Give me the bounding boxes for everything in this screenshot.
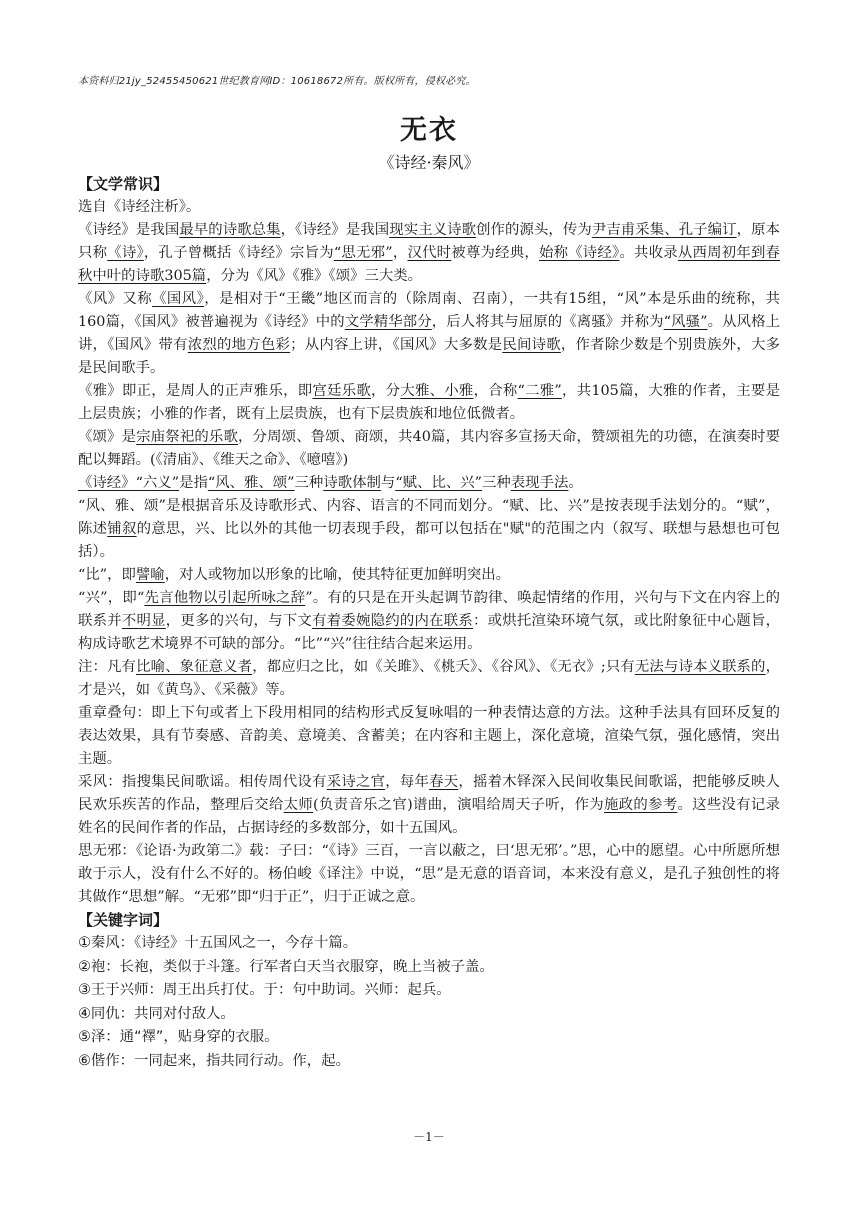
- keyword-item: ⑥偕作：一同起来，指共同行动。作，起。: [78, 1052, 350, 1069]
- underlined-phrase: 宫廷乐歌: [312, 383, 371, 399]
- underlined-phrase: 有着委婉隐约的内在联系: [312, 613, 473, 629]
- text-run: “比”，即: [78, 567, 136, 583]
- paragraph-liuyi: [78, 472, 780, 495]
- text-run: ，摇着木铎深入民间收集民间歌谣，把能够反映人民欢乐疾苦的作品，整理后交给: [78, 774, 780, 813]
- underlined-phrase: 先言他物以引起所咏之辞: [144, 590, 306, 606]
- text-run: ，是相对于“王畿”地区而言的（除周南、召南），一共有15组，“风”本是乐曲的统称，共160篇，《国风》被普遍视为《诗经》中的: [78, 291, 780, 330]
- paragraph-note: [78, 656, 780, 702]
- paragraph-chongzhang: 重章叠句：即上下句或者上下段用相同的结构形式反复咏唱的一种表情达意的方法。这种手法具有回环反复的表达效果，具有节奏感、音韵美、意境美、含蓄美；在内容和主题上，深化意境，渲染气氛，强化感情，突出主题。: [78, 705, 780, 767]
- text-run: 被尊为经典，: [451, 245, 539, 261]
- keyword-item: ⑤泽：通“襗”，贴身穿的衣服。: [78, 1029, 279, 1045]
- underlined-phrase: “二雅”: [517, 383, 562, 399]
- text-run: 《风》又称: [78, 291, 153, 307]
- text-run: ，每年: [385, 774, 430, 790]
- text-run: ，: [392, 245, 408, 261]
- text-run: 。从风格上讲，《国风》带有: [78, 314, 780, 353]
- underlined-phrase: 大雅、小雅: [400, 383, 474, 399]
- underlined-phrase: 春天: [429, 774, 459, 790]
- text-run: ，作者除少数是个别贵族外，大多是民间歌手。: [78, 337, 780, 376]
- paragraph-xing: [78, 587, 780, 656]
- paragraph-fu: [78, 495, 780, 564]
- document-body: [78, 173, 780, 1073]
- underlined-phrase: “思无邪”: [333, 245, 393, 261]
- text-run: 《颂》是: [78, 429, 137, 445]
- underlined-phrase: 施政的参考: [603, 797, 678, 813]
- text-run: ，分: [371, 383, 401, 399]
- text-run: 。: [568, 475, 583, 491]
- text-run: 与: [380, 475, 396, 491]
- underlined-phrase: 宗庙祭祀的乐歌: [136, 429, 239, 445]
- keyword-item: ②袍：长袍，类似于斗篷。行军者白天当衣服穿，晚上当被子盖。: [78, 958, 494, 975]
- text-run: ，共105篇，大雅的作者，主要是上层贵族；小雅的作者，既有上层贵族，也有下层贵族和地位低微者。: [78, 383, 780, 422]
- underlined-phrase: 譬喻: [135, 567, 165, 583]
- text-run: ，后人将其与屈原的《离骚》并称为: [431, 314, 664, 330]
- underlined-phrase: 铺叙: [107, 521, 137, 537]
- underlined-phrase: 最早的诗歌总集: [179, 222, 281, 238]
- underlined-phrase: “赋、比、兴”: [395, 475, 482, 491]
- underlined-phrase: 现实主义诗歌: [389, 222, 477, 238]
- underlined-phrase: 汉代时: [407, 245, 452, 261]
- copyright-note: 本资料归21jy_52455450621世纪教育网ID：10618672所有。版权所有，侵权必究。: [78, 76, 476, 87]
- text-run: 采风：指搜集民间歌谣。相传周代设有: [78, 774, 327, 790]
- text-run: 三种: [294, 475, 324, 491]
- text-run: ，分周颂、鲁颂、商颂，共40篇，其内容多宣扬天命，赞颂祖先的功德，在演奏时要配以舞蹈。(《清庙》、《维天之命》、《噫嘻》): [78, 429, 780, 468]
- keyword-item: ③王于兴师：周王出兵打仗。于：句中助词。兴师：起兵。: [78, 982, 451, 998]
- text-run: 《雅》即正，是周人的正声雅乐，即: [78, 383, 313, 399]
- page-number: －1－: [413, 1130, 445, 1144]
- paragraph-bi: [78, 564, 780, 587]
- underlined-phrase: “风、雅、颂”: [207, 475, 295, 491]
- text-run: ，原本只称: [78, 222, 780, 261]
- underlined-phrase: 太师: [283, 797, 314, 813]
- underlined-phrase: “风骚”: [663, 314, 708, 330]
- underlined-phrase: 始称《诗经》: [538, 245, 620, 261]
- underlined-phrase: 《诗》: [107, 245, 144, 261]
- paragraph-ya: [78, 380, 780, 426]
- text-run: ：或烘托渲染环境气氛，或比附象征中心题旨，构成诗歌艺术境界不可缺的部分。“比”“兴”往往结合起来运用。: [78, 613, 780, 652]
- underlined-phrase: 采诗之官: [326, 774, 386, 790]
- paragraph-source: 选自《诗经注析》。: [78, 199, 201, 215]
- underlined-phrase: 无法与诗本义联系的: [634, 659, 766, 675]
- text-run: ，更多的兴句，与下文: [165, 613, 313, 629]
- text-run: ”。有的只是在开头起调节韵律、唤起情绪的作用，兴句与下文在内容上的联系并: [78, 590, 780, 629]
- text-run: 三种: [481, 475, 511, 491]
- paragraph-caifeng: [78, 771, 780, 840]
- text-run: ，才是兴，如《黄鸟》、《采薇》等。: [78, 659, 780, 698]
- text-run: 。这些没有记录姓名的民间作者的作品，占据诗经的多数部分，如十五国风。: [78, 797, 780, 836]
- underlined-phrase: 文学精华部分: [344, 314, 432, 330]
- underlined-phrase: 从西周初年到春秋中叶的诗歌305篇: [78, 245, 780, 284]
- underlined-phrase: 浓烈的地方色彩: [187, 337, 291, 353]
- underlined-phrase: 《国风》: [152, 291, 205, 307]
- page-title: 无衣: [400, 115, 458, 146]
- text-run: 《诗经》是我国: [78, 222, 180, 238]
- text-run: 。共收录: [619, 245, 678, 261]
- text-run: “兴”，即“: [78, 590, 145, 606]
- text-run: 的意思，兴、比以外的其他一切表现手段，都可以包括在"赋"的范围之内（叙写、联想与悬想也可包括）。: [78, 521, 780, 560]
- keyword-item: ④同仇：共同对付敌人。: [78, 1005, 235, 1022]
- paragraph-siwuxie: 思无邪：《论语·为政第二》载：子曰：“《诗》三百，一言以蔽之，曰‘思无邪’。”思，心中的愿望。心中所愿所想敢于示人，没有什么不好的。杨伯峻《译注》中说，“思”是无意的语音词，本来没有意义，是孔子独创性的将其做作“思想”解。“无邪”即“归于正”，归于正诚之意。: [78, 843, 780, 905]
- keyword-item: ①秦风：《诗经》十五国风之一，今存十篇。: [78, 935, 358, 951]
- paragraph-song: [78, 426, 780, 472]
- text-run: 是指: [179, 475, 208, 491]
- underlined-phrase: 表现手法: [510, 475, 569, 491]
- text-run: ，《诗经》是我国: [280, 222, 390, 238]
- paragraph-shijing-intro: [78, 219, 780, 288]
- underlined-phrase: 不明显: [121, 613, 166, 629]
- underlined-phrase: 诗歌体制: [323, 475, 381, 491]
- section-heading-literary: 【文学常识】: [78, 175, 169, 193]
- text-run: ，分为《风》《雅》《颂》三大类。: [206, 268, 423, 284]
- text-run: ，都应归之比，如《关雎》、《桃夭》、《谷风》、《无衣》;只有: [252, 659, 635, 675]
- text-run: ，对人或物加以形象的比喻，使其特征更加鲜明突出。: [164, 567, 511, 583]
- text-run: (负责音乐之官)谱曲，演唱给周天子听，作为: [313, 797, 604, 813]
- section-heading-keywords: 【关键字词】: [78, 911, 169, 929]
- text-run: ，孔子曾概括《诗经》宗旨为: [143, 245, 334, 261]
- text-run: 创作的源头，传为: [476, 222, 592, 238]
- text-run: ；从内容上讲，《国风》大多数是: [290, 337, 503, 353]
- underlined-phrase: 尹吉甫采集、孔子编订: [591, 222, 737, 238]
- underlined-phrase: 民间诗歌: [502, 337, 561, 353]
- text-run: 注：凡有: [78, 659, 137, 675]
- underlined-phrase: 《诗经》“六义”: [78, 475, 180, 491]
- underlined-phrase: 比喻、象征意义者: [136, 659, 253, 675]
- page-subtitle: 《诗经·秦风》: [378, 153, 480, 172]
- text-run: “风、雅、颂”是根据音乐及诗歌形式、内容、语言的不同而划分。“赋、比、兴”是按表现手法划分的。“赋”，陈述: [78, 498, 780, 537]
- text-run: ，合称: [473, 383, 518, 399]
- paragraph-feng: [78, 288, 780, 380]
